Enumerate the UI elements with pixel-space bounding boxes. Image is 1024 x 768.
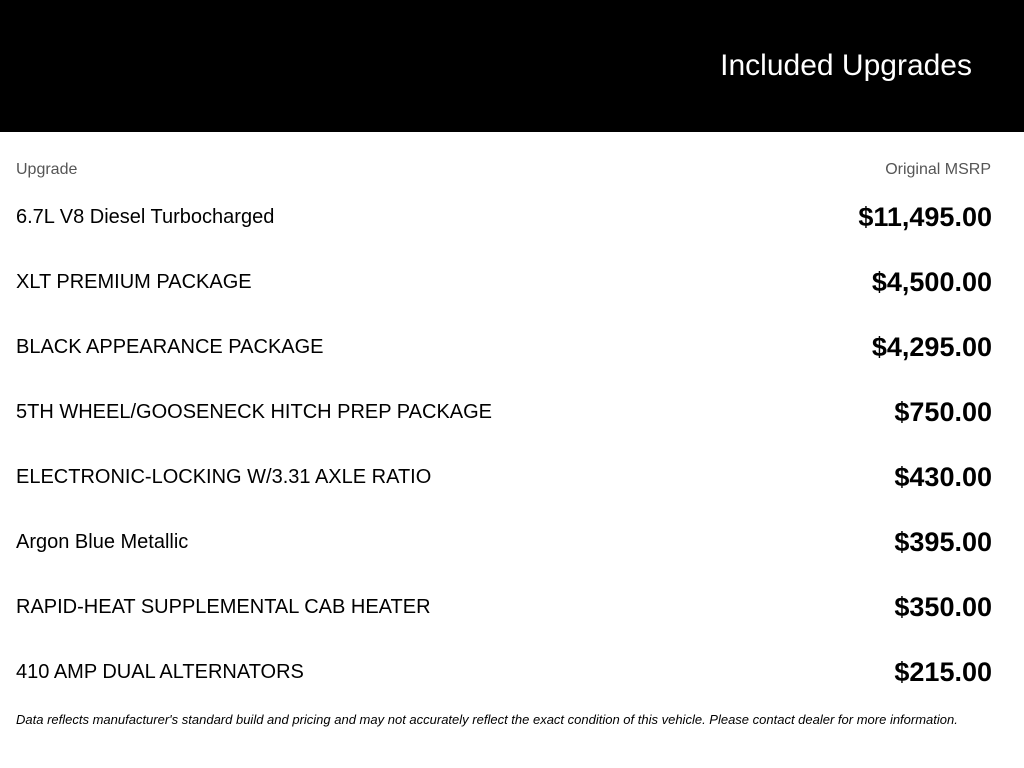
page-title: Included Upgrades <box>720 49 972 82</box>
table-row <box>0 445 1024 510</box>
upgrade-name: 410 AMP DUAL ALTERNATORS <box>16 661 304 683</box>
disclaimer-text: Data reflects manufacturer's standard build and pricing and may not accurately reflect the exact condition of this vehicle. Please contact dealer for more information. <box>16 712 958 727</box>
upgrade-price: $4,295.00 <box>871 332 992 362</box>
upgrade-price: $4,500.00 <box>871 267 992 297</box>
upgrade-name: BLACK APPEARANCE PACKAGE <box>16 336 324 358</box>
upgrade-price: $430.00 <box>894 462 992 492</box>
upgrade-price: $395.00 <box>894 527 992 557</box>
column-header-msrp: Original MSRP <box>885 161 991 178</box>
table-row <box>0 510 1024 575</box>
upgrade-name: XLT PREMIUM PACKAGE <box>16 271 252 293</box>
upgrade-price: $11,495.00 <box>858 202 992 232</box>
upgrade-name: RAPID-HEAT SUPPLEMENTAL CAB HEATER <box>16 596 431 618</box>
column-header-upgrade: Upgrade <box>16 161 78 178</box>
upgrade-name: 5TH WHEEL/GOOSENECK HITCH PREP PACKAGE <box>16 401 493 423</box>
table-row <box>0 250 1024 315</box>
upgrade-price: $350.00 <box>894 592 992 622</box>
table-row <box>0 315 1024 380</box>
upgrade-name: Argon Blue Metallic <box>16 531 189 553</box>
table-row <box>0 185 1024 250</box>
table-row <box>0 380 1024 445</box>
upgrade-price: $215.00 <box>894 657 992 687</box>
upgrade-name: 6.7L V8 Diesel Turbocharged <box>16 206 275 228</box>
header-banner <box>0 0 1024 132</box>
table-row <box>0 575 1024 640</box>
table-row <box>0 640 1024 705</box>
upgrade-name: ELECTRONIC-LOCKING W/3.31 AXLE RATIO <box>16 466 432 488</box>
upgrade-price: $750.00 <box>894 397 992 427</box>
upgrades-list <box>0 185 1024 705</box>
